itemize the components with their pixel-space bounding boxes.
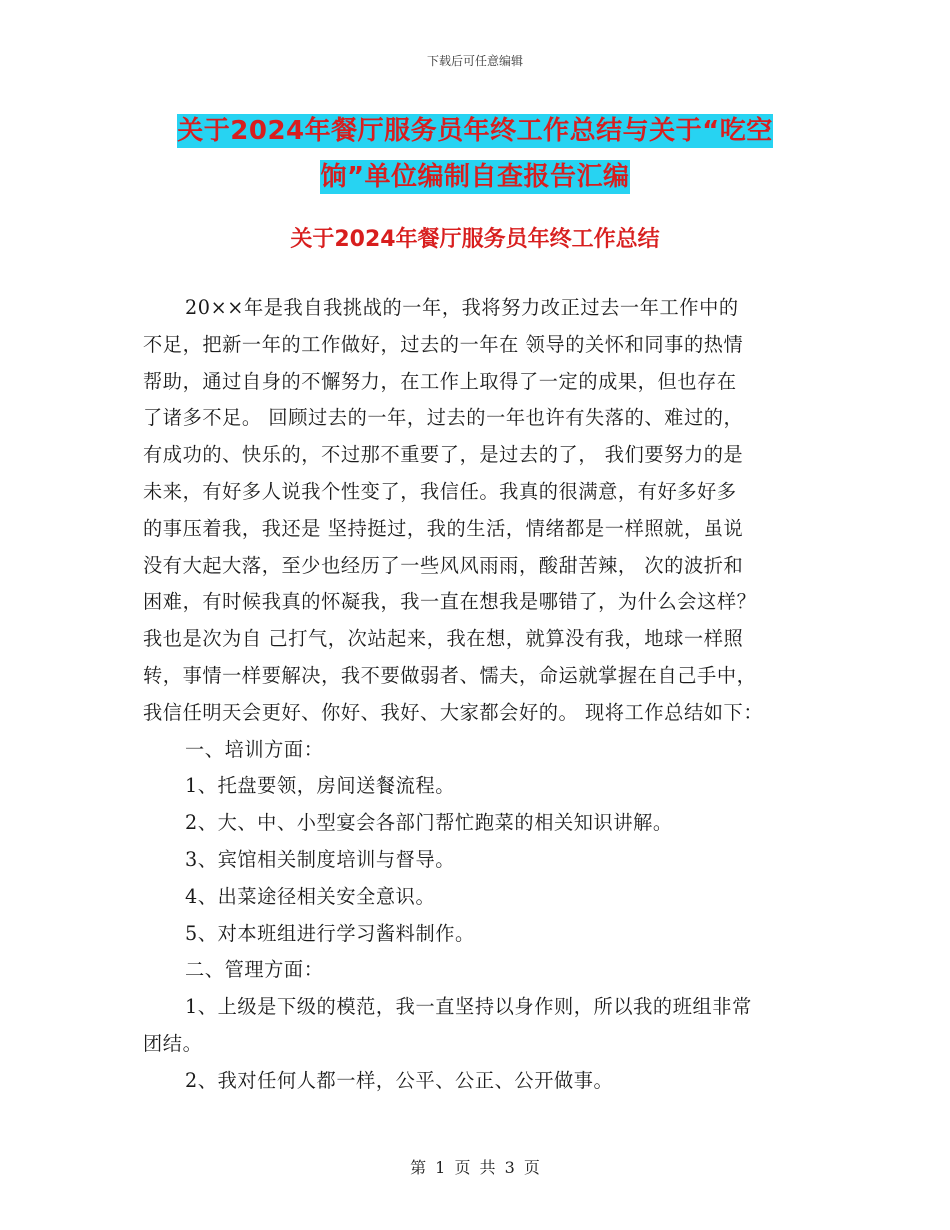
list-item: 2、大、中、小型宴会各部门帮忙跑菜的相关知识讲解。 [185,811,673,835]
document-title-line-1: 关于2024年餐厅服务员年终工作总结与关于“吃空 [177,116,773,146]
page-header: 下载后可任意编辑 [426,54,523,68]
page-footer: 第 1 页 共 3 页 [410,1158,540,1177]
paragraph-line: 20××年是我自我挑战的一年，我将努力改正过去一年工作中的 [185,296,739,319]
paragraph-line: 了诸多不足。 回顾过去的一年，过去的一年也许有失落的、难过的， [143,406,744,430]
paragraph-line: 我信任明天会更好、你好、我好、大家都会好的。 现将工作总结如下： [143,700,764,724]
list-item: 1、上级是下级的模范，我一直坚持以身作则，所以我的班组非常 [185,995,752,1019]
paragraph-line: 不足，把新一年的工作做好，过去的一年在 领导的关怀和同事的热情 [143,332,744,356]
paragraph-line: 有成功的、快乐的，不过那不重要了，是过去的了， 我们要努力的是 [143,443,744,467]
paragraph-line: 困难，有时候我真的怀凝我，我一直在想我是哪错了，为什么会这样？ [143,590,757,614]
list-item: 5、对本班组进行学习酱料制作。 [185,921,475,945]
paragraph-line: 没有大起大落，至少也经历了一些风风雨雨，酸甜苦辣， 次的波折和 [143,553,744,577]
list-item-continuation: 团结。 [143,1031,203,1055]
section-heading: 一、培训方面： [185,737,324,761]
list-item: 2、我对任何人都一样，公平、公正、公开做事。 [185,1068,614,1092]
list-item: 3、宾馆相关制度培训与督导。 [185,847,456,871]
paragraph-line: 的事压着我，我还是 坚持挺过，我的生活，情绪都是一样照就，虽说 [143,516,744,540]
paragraph-line: 我也是次为自 己打气，次站起来，我在想，就算没有我，地球一样照 [143,627,744,651]
list-item: 1、托盘要领，房间送餐流程。 [185,774,456,798]
paragraph-line: 帮助，通过自身的不懈努力，在工作上取得了一定的成果，但也存在 [143,369,737,393]
list-item: 4、出菜途径相关安全意识。 [185,884,436,908]
body-text [143,290,807,1100]
document-title-line-2: 饷”单位编制自查报告汇编 [320,162,630,192]
section-title: 关于2024年餐厅服务员年终工作总结 [290,227,660,252]
paragraph-line: 未来，有好多人说我个性变了，我信任。我真的很满意，有好多好多 [143,479,737,503]
paragraph-line: 转，事情一样要解决，我不要做弱者、懦夫，命运就掌握在自己手中， [143,663,757,687]
section-heading: 二、管理方面： [185,958,324,982]
